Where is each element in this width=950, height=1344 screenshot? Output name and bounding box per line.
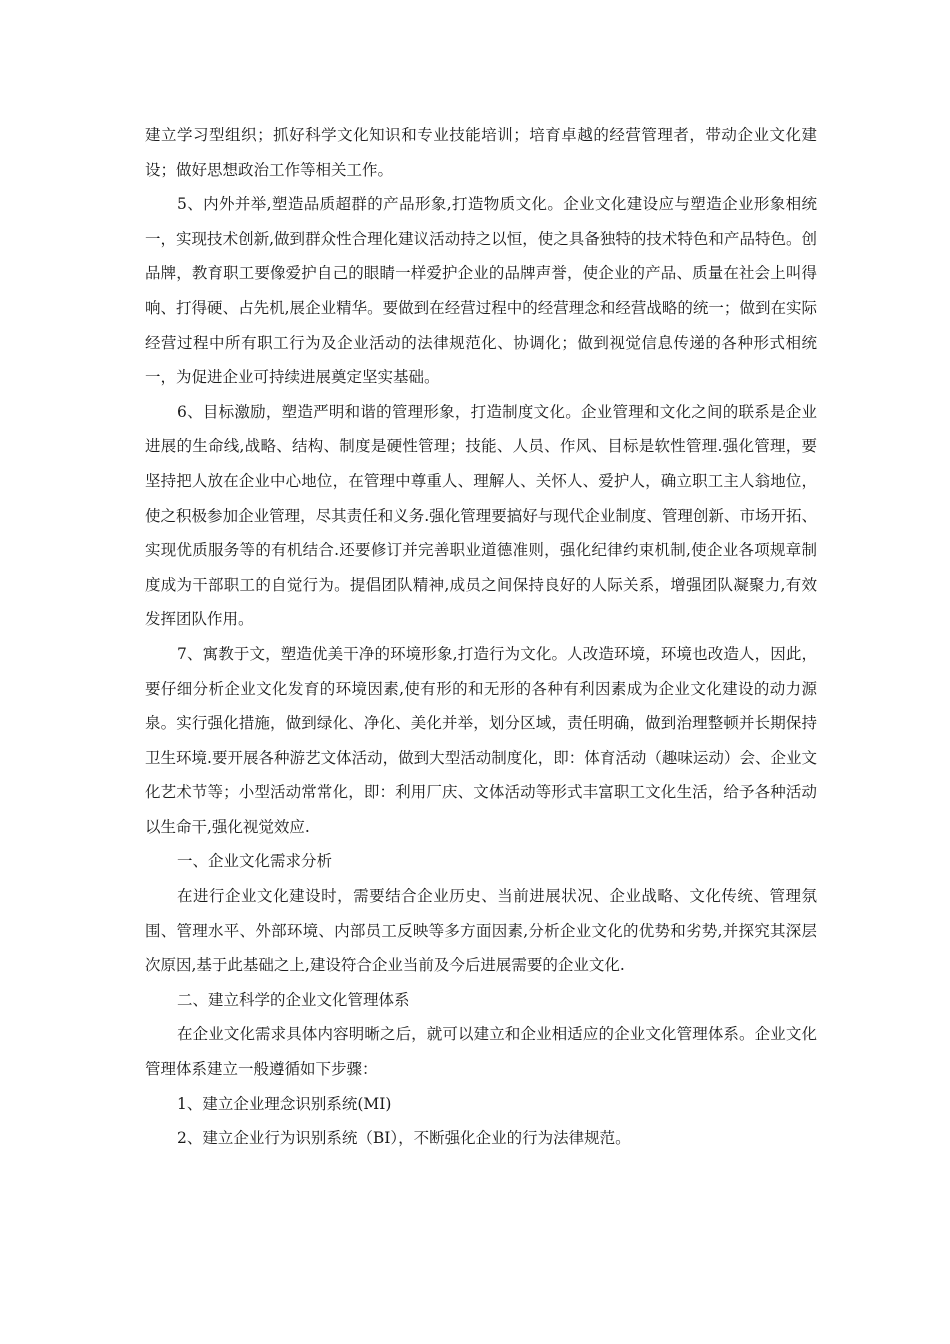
document-page	[0, 118, 950, 1156]
paragraph-item-6: 6、目标激励，塑造严明和谐的管理形象，打造制度文化。企业管理和文化之间的联系是企业进展的生命线,战略、结构、制度是硬性管理；技能、人员、作风、目标是软性管理.强化管理，要坚持把人放在企业中心地位，在管理中尊重人、理解人、关怀人、爱护人，确立职工主人翁地位，使之积极参加企业管理，尽其责任和义务.强化管理要搞好与现代企业制度、管理创新、市场开拓、实现优质服务等的有机结合.还要修订并完善职业道德准则，强化纪律约束机制,使企业各项规章制度成为干部职工的自觉行为。提倡团队精神,成员之间保持良好的人际关系，增强团队凝聚力,有效发挥团队作用。	[145, 402, 817, 629]
section-heading-1: 一、企业文化需求分析	[177, 852, 333, 871]
section-heading-2: 二、建立科学的企业文化管理体系	[177, 990, 410, 1009]
paragraph-continuation: 建立学习型组织；抓好科学文化知识和专业技能培训；培育卓越的经营管理者，带动企业文化建设；做好思想政治工作等相关工作。	[145, 126, 817, 179]
paragraph-management-system: 在企业文化需求具体内容明晰之后，就可以建立和企业相适应的企业文化管理体系。企业文化管理体系建立一般遵循如下步骤：	[145, 1025, 817, 1079]
list-item-mi: 1、建立企业理念识别系统(MI)	[177, 1094, 392, 1113]
paragraph-item-5: 5、内外并举,塑造品质超群的产品形象,打造物质文化。企业文化建设应与塑造企业形象相统一，实现技术创新,做到群众性合理化建议活动持之以恒，使之具备独特的技术特色和产品特色。创品牌，教育职工要像爱护自己的眼睛一样爱护企业的品牌声誉，使企业的产品、质量在社会上叫得响、打得硬、占先机,展企业精华。要做到在经营过程中的经营理念和经营战略的统一；做到在实际经营过程中所有职工行为及企业活动的法律规范化、协调化；做到视觉信息传递的各种形式相统一，为促进企业可持续进展奠定坚实基础。	[145, 195, 817, 387]
paragraph-needs-analysis: 在进行企业文化建设时，需要结合企业历史、当前进展状况、企业战略、文化传统、管理氛围、管理水平、外部环境、内部员工反映等多方面因素,分析企业文化的优势和劣势,并探究其深层次原因,基于此基础之上,建设符合企业当前及今后进展需要的企业文化.	[145, 887, 817, 975]
paragraph-item-7: 7、寓教于文，塑造优美干净的环境形象,打造行为文化。人改造环境，环境也改造人，因此，要仔细分析企业文化发育的环境因素,使有形的和无形的各种有利因素成为企业文化建设的动力源泉。实行强化措施，做到绿化、净化、美化并举，划分区域，责任明确，做到治理整顿并长期保持卫生环境.要开展各种游艺文体活动，做到大型活动制度化，即：体育活动（趣味运动）会、企业文化艺术节等；小型活动常常化，即：利用厂庆、文体活动等形式丰富职工文化生活，给予各种活动以生命干,强化视觉效应.	[145, 644, 817, 836]
list-item-bi: 2、建立企业行为识别系统（BI），不断强化企业的行为法律规范。	[177, 1129, 631, 1148]
